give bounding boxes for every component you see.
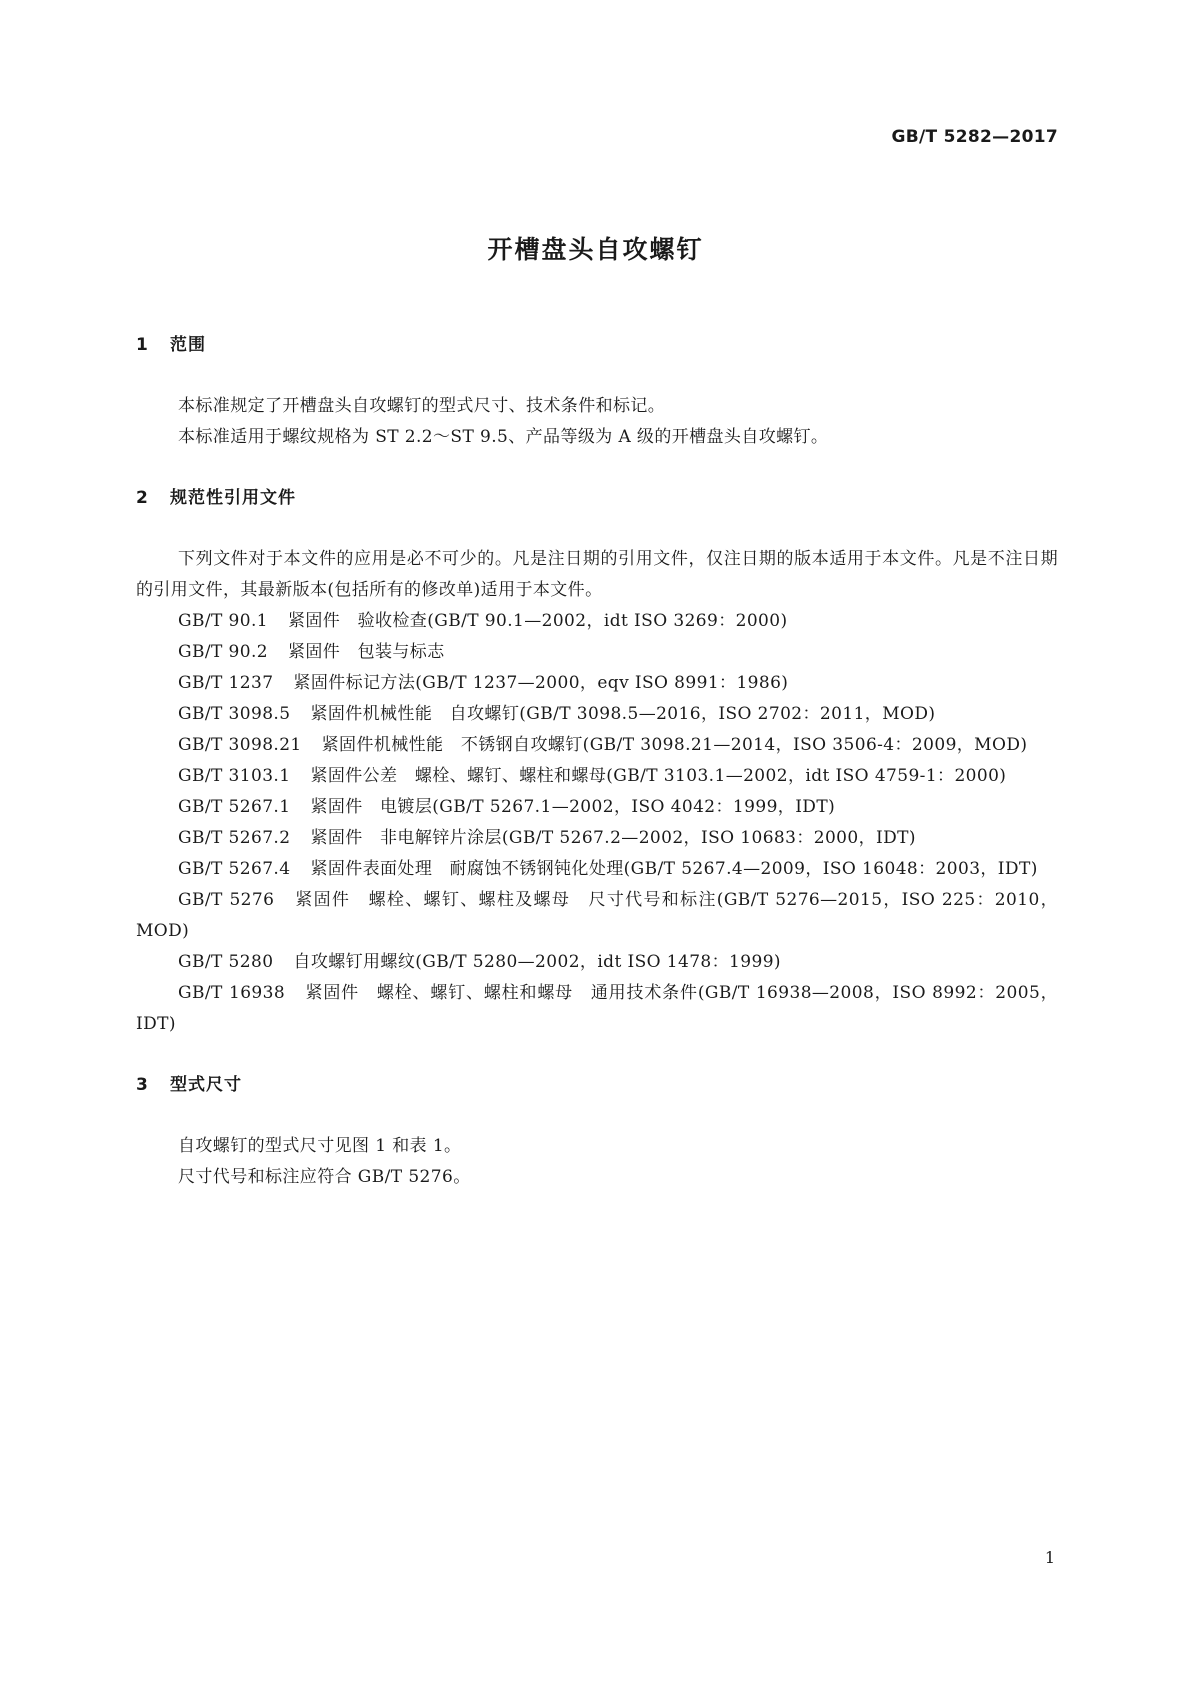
reference-title: 紧固件 包装与标志 [288, 642, 445, 662]
reference-title: 自攻螺钉用螺纹(GB/T 5280—2002，idt ISO 1478：1999) [293, 952, 781, 972]
reference-title: 紧固件 螺栓、螺钉、螺柱和螺母 通用技术条件(GB/T 16938—2008，ISO 8992：2005，IDT) [136, 983, 1058, 1034]
reference-item [136, 885, 1058, 947]
reference-code: GB/T 3098.21 [178, 735, 302, 755]
reference-title: 紧固件公差 螺栓、螺钉、螺柱和螺母(GB/T 3103.1—2002，idt ISO 4759-1：2000) [310, 766, 1007, 786]
section-number: 1 [136, 335, 149, 355]
section-number: 3 [136, 1075, 149, 1095]
reference-item [136, 947, 1058, 978]
reference-item [136, 978, 1058, 1040]
reference-code: GB/T 90.2 [178, 642, 268, 662]
page-number: 1 [1044, 1548, 1055, 1567]
reference-code: GB/T 3103.1 [178, 766, 291, 786]
reference-code: GB/T 5267.4 [178, 859, 291, 879]
reference-item [136, 637, 1058, 668]
reference-title: 紧固件 验收检查(GB/T 90.1—2002，idt ISO 3269：2000) [288, 611, 788, 631]
section-title: 规范性引用文件 [170, 488, 296, 508]
section-number: 2 [136, 488, 149, 508]
reference-code: GB/T 3098.5 [178, 704, 291, 724]
reference-title: 紧固件 电镀层(GB/T 5267.1—2002，ISO 4042：1999，IDT) [310, 797, 836, 817]
reference-title: 紧固件机械性能 自攻螺钉(GB/T 3098.5—2016，ISO 2702：2011，MOD) [310, 704, 936, 724]
reference-item [136, 606, 1058, 637]
section-heading [136, 330, 1058, 361]
reference-code: GB/T 5267.1 [178, 797, 291, 817]
reference-item [136, 823, 1058, 854]
reference-title: 紧固件机械性能 不锈钢自攻螺钉(GB/T 3098.21—2014，ISO 3506-4：2009，MOD) [321, 735, 1028, 755]
reference-code: GB/T 90.1 [178, 611, 268, 631]
standard-code: GB/T 5282—2017 [891, 127, 1058, 147]
paragraph: 本标准规定了开槽盘头自攻螺钉的型式尺寸、技术条件和标记。 [178, 396, 666, 416]
section-title: 范围 [170, 335, 206, 355]
reference-code: GB/T 1237 [178, 673, 274, 693]
reference-code: GB/T 5276 [178, 890, 275, 910]
section-heading [136, 483, 1058, 514]
section-dimensions [136, 1070, 1058, 1193]
reference-code: GB/T 16938 [178, 983, 286, 1003]
reference-title: 紧固件标记方法(GB/T 1237—2000，eqv ISO 8991：1986) [293, 673, 789, 693]
reference-item [136, 761, 1058, 792]
reference-item [136, 699, 1058, 730]
paragraph: 下列文件对于本文件的应用是必不可少的。凡是注日期的引用文件，仅注日期的版本适用于本文件。凡是不注日期的引用文件，其最新版本(包括所有的修改单)适用于本文件。 [136, 549, 1058, 600]
reference-item [136, 730, 1058, 761]
reference-item [136, 792, 1058, 823]
reference-item [136, 854, 1058, 885]
paragraph: 尺寸代号和标注应符合 GB/T 5276。 [178, 1167, 471, 1187]
section-heading [136, 1070, 1058, 1101]
section-title: 型式尺寸 [170, 1075, 242, 1095]
reference-code: GB/T 5280 [178, 952, 274, 972]
paragraph: 本标准适用于螺纹规格为 ST 2.2～ST 9.5、产品等级为 A 级的开槽盘头自攻螺钉。 [178, 427, 829, 447]
reference-title: 紧固件表面处理 耐腐蚀不锈钢钝化处理(GB/T 5267.4—2009，ISO 16048：2003，IDT) [310, 859, 1038, 879]
reference-title: 紧固件 非电解锌片涂层(GB/T 5267.2—2002，ISO 10683：2000，IDT) [310, 828, 916, 848]
section-normative-references [136, 483, 1058, 1040]
reference-item [136, 668, 1058, 699]
reference-code: GB/T 5267.2 [178, 828, 291, 848]
section-scope [136, 330, 1058, 453]
document-body [136, 330, 1058, 1223]
paragraph: 自攻螺钉的型式尺寸见图 1 和表 1。 [178, 1136, 462, 1156]
document-title: 开槽盘头自攻螺钉 [487, 235, 704, 264]
reference-title: 紧固件 螺栓、螺钉、螺柱及螺母 尺寸代号和标注(GB/T 5276—2015，ISO 225：2010，MOD) [136, 890, 1058, 941]
